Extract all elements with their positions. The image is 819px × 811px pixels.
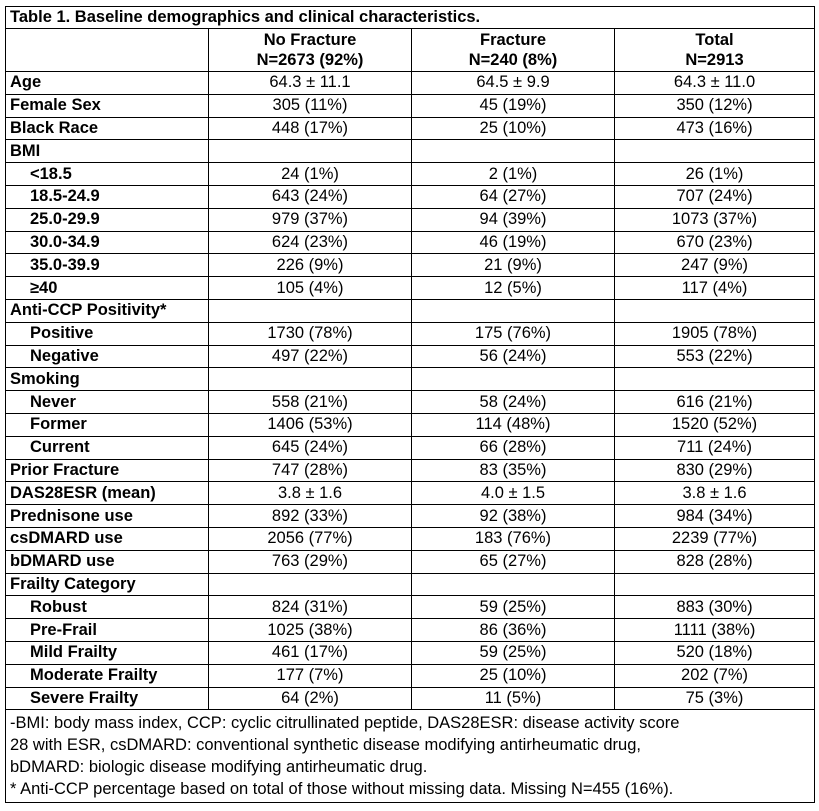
cell-no-fracture: 226 (9%) [209,254,412,277]
table-row [6,299,815,322]
row-label-18-5-24-9: 18.5-24.9 [6,185,209,208]
table-row [6,140,815,163]
table-row [6,185,815,208]
cell-fracture: 64 (27%) [412,185,615,208]
cell-no-fracture: 892 (33%) [209,505,412,528]
cell-fracture: 46 (19%) [412,231,615,254]
cell-no-fracture: 305 (11%) [209,94,412,117]
cell-fracture: 66 (28%) [412,436,615,459]
footnote-row [6,710,815,803]
cell-total: 616 (21%) [615,391,815,414]
row-label-bdmard-use: bDMARD use [6,550,209,573]
header-row [6,29,815,72]
row-label-mild-frailty: Mild Frailty [6,641,209,664]
cell-total: 670 (23%) [615,231,815,254]
table-row [6,436,815,459]
row-label-pre-frail: Pre-Frail [6,619,209,642]
cell-fracture: 114 (48%) [412,413,615,436]
cell-total: 350 (12%) [615,94,815,117]
table-row [6,687,815,710]
table-row [6,117,815,140]
row-label-smoking: Smoking [6,368,209,391]
table-row [6,368,815,391]
cell-total: 473 (16%) [615,117,815,140]
table-row [6,254,815,277]
cell-no-fracture: 1730 (78%) [209,322,412,345]
cell-no-fracture [209,299,412,322]
table-row [6,505,815,528]
col-header-total-n: N=2913 [685,51,744,69]
cell-total: 75 (3%) [615,687,815,710]
cell-no-fracture: 64 (2%) [209,687,412,710]
cell-no-fracture: 643 (24%) [209,185,412,208]
row-label-anti-ccp-positivity: Anti-CCP Positivity* [6,299,209,322]
table-row [6,550,815,573]
header-corner [6,29,209,72]
cell-total: 1073 (37%) [615,208,815,231]
cell-fracture: 59 (25%) [412,596,615,619]
row-label-positive: Positive [6,322,209,345]
cell-fracture: 86 (36%) [412,619,615,642]
table-row [6,413,815,436]
cell-fracture: 45 (19%) [412,94,615,117]
cell-total: 707 (24%) [615,185,815,208]
cell-fracture [412,140,615,163]
cell-total [615,368,815,391]
cell-fracture: 25 (10%) [412,117,615,140]
table-row [6,596,815,619]
cell-total [615,299,815,322]
row-label-robust: Robust [6,596,209,619]
cell-total: 520 (18%) [615,641,815,664]
cell-no-fracture: 3.8 ± 1.6 [209,482,412,505]
cell-total: 117 (4%) [615,277,815,300]
row-label-bmi: BMI [6,140,209,163]
cell-total: 984 (34%) [615,505,815,528]
cell-total [615,573,815,596]
col-header-total-title: Total [695,31,734,49]
baseline-table [5,6,815,803]
cell-no-fracture: 448 (17%) [209,117,412,140]
cell-fracture: 58 (24%) [412,391,615,414]
row-label-never: Never [6,391,209,414]
table-row [6,277,815,300]
table-row [6,231,815,254]
table-row [6,345,815,368]
row-label-18-5: <18.5 [6,163,209,186]
row-label-30-0-34-9: 30.0-34.9 [6,231,209,254]
cell-no-fracture: 645 (24%) [209,436,412,459]
col-header-fracture [412,29,615,72]
table-footnotes [6,710,815,803]
cell-total: 1905 (78%) [615,322,815,345]
cell-fracture [412,368,615,391]
cell-total: 64.3 ± 11.0 [615,72,815,95]
cell-fracture: 25 (10%) [412,664,615,687]
cell-total: 711 (24%) [615,436,815,459]
row-label-moderate-frailty: Moderate Frailty [6,664,209,687]
cell-no-fracture: 2056 (77%) [209,527,412,550]
row-label-negative: Negative [6,345,209,368]
cell-no-fracture: 824 (31%) [209,596,412,619]
row-label-prednisone-use: Prednisone use [6,505,209,528]
row-label-40: ≥40 [6,277,209,300]
table-row [6,322,815,345]
cell-total: 202 (7%) [615,664,815,687]
row-label-frailty-category: Frailty Category [6,573,209,596]
footnote-line: bDMARD: biologic disease modifying antirheumatic drug. [10,758,428,777]
row-label-female-sex: Female Sex [6,94,209,117]
cell-fracture: 94 (39%) [412,208,615,231]
row-label-35-0-39-9: 35.0-39.9 [6,254,209,277]
row-label-age: Age [6,72,209,95]
table-row [6,208,815,231]
cell-fracture [412,299,615,322]
row-label-current: Current [6,436,209,459]
row-label-black-race: Black Race [6,117,209,140]
cell-no-fracture [209,573,412,596]
cell-fracture: 65 (27%) [412,550,615,573]
table-row [6,664,815,687]
row-label-prior-fracture: Prior Fracture [6,459,209,482]
table-row [6,163,815,186]
row-label-25-0-29-9: 25.0-29.9 [6,208,209,231]
cell-no-fracture [209,368,412,391]
table-row [6,72,815,95]
cell-fracture: 59 (25%) [412,641,615,664]
cell-no-fracture: 979 (37%) [209,208,412,231]
footnote-line: 28 with ESR, csDMARD: conventional synthetic disease modifying antirheumatic drug, [10,736,641,755]
footnote-line: -BMI: body mass index, CCP: cyclic citrullinated peptide, DAS28ESR: disease activity score [10,714,680,733]
cell-total [615,140,815,163]
cell-fracture: 175 (76%) [412,322,615,345]
table-row [6,94,815,117]
cell-no-fracture: 624 (23%) [209,231,412,254]
col-header-fracture-title: Fracture [479,31,547,49]
col-header-total [615,29,815,72]
table-row [6,641,815,664]
cell-no-fracture: 763 (29%) [209,550,412,573]
table-row [6,391,815,414]
cell-no-fracture: 747 (28%) [209,459,412,482]
table-row [6,459,815,482]
cell-fracture: 83 (35%) [412,459,615,482]
cell-total: 26 (1%) [615,163,815,186]
row-label-csdmard-use: csDMARD use [6,527,209,550]
cell-total: 883 (30%) [615,596,815,619]
cell-no-fracture: 64.3 ± 11.1 [209,72,412,95]
cell-fracture: 64.5 ± 9.9 [412,72,615,95]
row-label-das28esr-mean: DAS28ESR (mean) [6,482,209,505]
cell-fracture: 2 (1%) [412,163,615,186]
cell-no-fracture: 1025 (38%) [209,619,412,642]
col-header-fracture-n: N=240 (8%) [468,51,558,69]
cell-fracture: 4.0 ± 1.5 [412,482,615,505]
table-row [6,573,815,596]
table-title: Table 1. Baseline demographics and clinical characteristics. [6,7,815,29]
cell-no-fracture: 1406 (53%) [209,413,412,436]
table-body [6,7,815,803]
table-row [6,527,815,550]
cell-total: 553 (22%) [615,345,815,368]
row-label-former: Former [6,413,209,436]
cell-fracture [412,573,615,596]
cell-no-fracture [209,140,412,163]
cell-total: 247 (9%) [615,254,815,277]
table-row [6,619,815,642]
footnote-line: * Anti-CCP percentage based on total of those without missing data. Missing N=455 (16%). [10,780,674,799]
cell-no-fracture: 558 (21%) [209,391,412,414]
col-header-no-fracture-title: No Fracture [263,31,357,49]
cell-total: 3.8 ± 1.6 [615,482,815,505]
cell-no-fracture: 105 (4%) [209,277,412,300]
cell-total: 828 (28%) [615,550,815,573]
cell-no-fracture: 461 (17%) [209,641,412,664]
cell-total: 2239 (77%) [615,527,815,550]
cell-total: 1520 (52%) [615,413,815,436]
cell-fracture: 92 (38%) [412,505,615,528]
row-label-severe-frailty: Severe Frailty [6,687,209,710]
col-header-no-fracture-n: N=2673 (92%) [256,51,364,69]
cell-no-fracture: 177 (7%) [209,664,412,687]
cell-fracture: 11 (5%) [412,687,615,710]
cell-fracture: 21 (9%) [412,254,615,277]
title-row [6,7,815,29]
cell-fracture: 56 (24%) [412,345,615,368]
col-header-no-fracture [209,29,412,72]
cell-no-fracture: 24 (1%) [209,163,412,186]
cell-no-fracture: 497 (22%) [209,345,412,368]
table-row [6,482,815,505]
cell-fracture: 183 (76%) [412,527,615,550]
cell-total: 830 (29%) [615,459,815,482]
cell-total: 1111 (38%) [615,619,815,642]
cell-fracture: 12 (5%) [412,277,615,300]
